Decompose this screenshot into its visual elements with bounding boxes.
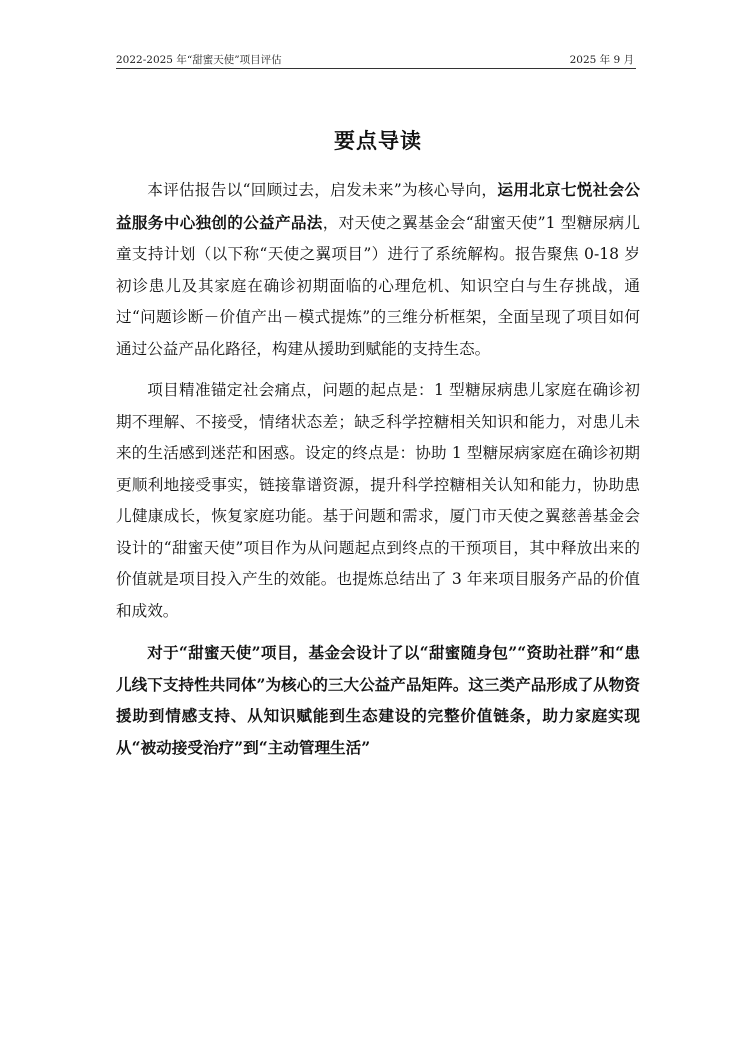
paragraph-intro-text-end: ，对天使之翼基金会“甜蜜天使”1 型糖尿病儿童支持计划（以下称“天使之翼项目”）进行了系统解构。报告聚焦 0-18 岁初诊患儿及其家庭在确诊初期面临的心理危机、知识空白与生存挑战，通过“问题诊断－价值产出－模式提炼”的三维分析框架，全面呈现了项目如何通过公益产品化路径，构建从援助到赋能的支持生态。 (116, 213, 640, 358)
paragraph-intro-bold-text: 运用北京七悦社会公益服务中心独创的公益产品法 (116, 180, 640, 232)
page-title: 要点导读 (334, 129, 422, 153)
header-report-title: 2022-2025 年“甜蜜天使”项目评估 (116, 54, 282, 66)
page-header (116, 52, 636, 69)
paragraph-intro (116, 174, 640, 365)
paragraph-problem: 项目精准锚定社会痛点，问题的起点是：1 型糖尿病患儿家庭在确诊初期不理解、不接受，情绪状态差；缺乏科学控糖相关知识和能力，对患儿未来的生活感到迷茫和困惑。设定的终点是：协助 1 型糖尿病家庭在确诊初期更顺利地接受事实，链接靠谱资源，提升科学控糖相关认知和能力，协助患儿健康成长，恢复家庭功能。基于问题和需求，厦门市天使之翼慈善基金会设计的“甜蜜天使”项目作为从问题起点到终点的干预项目，其中释放出来的价值就是项目投入产生的效能。也提炼总结出了 3 年来项目服务产品的价值和成效。 (116, 381, 640, 620)
paragraph-intro-text-start: 本评估报告以“回顾过去，启发未来”为核心导向， (147, 181, 498, 199)
paragraph-products: 对于“甜蜜天使”项目，基金会设计了以“甜蜜随身包”“资助社群”和“患儿线下支持性共同体”为核心的三大公益产品矩阵。这三类产品形成了从物资援助到情感支持、从知识赋能到生态建设的完整价值链条，助力家庭实现从“被动接受治疗”到“主动管理生活” (116, 643, 640, 757)
header-date: 2025 年 9 月 (569, 54, 634, 66)
document-body (116, 174, 640, 773)
